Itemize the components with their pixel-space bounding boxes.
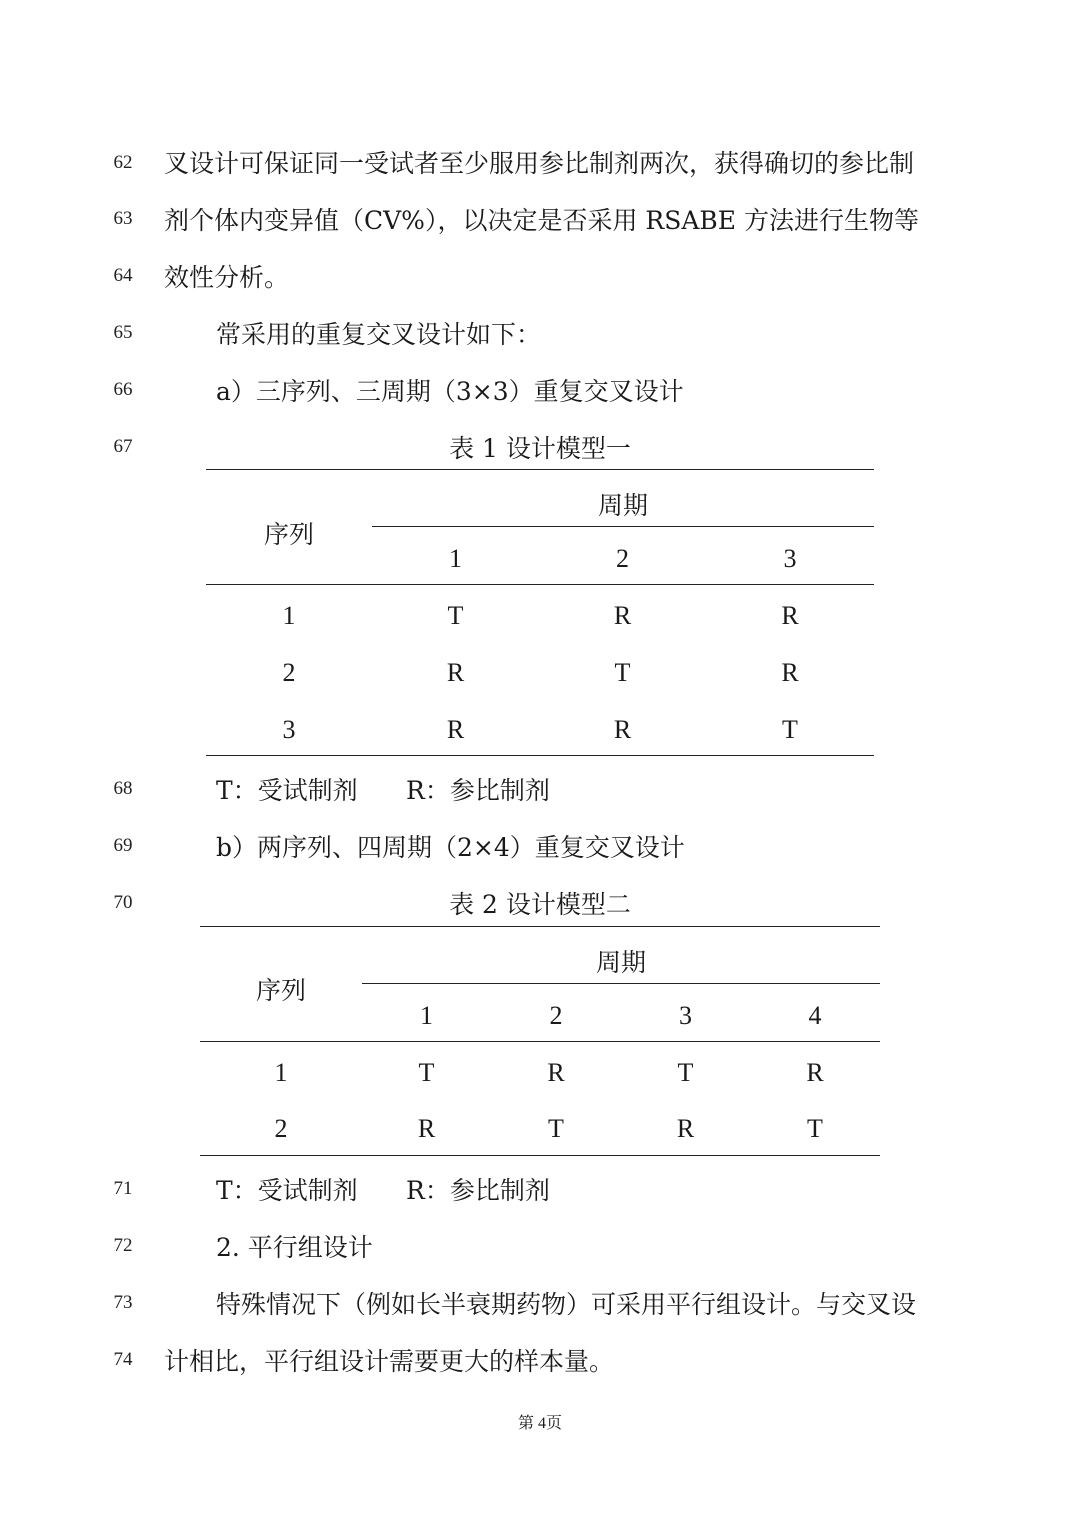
line-number: 67 [113,436,133,457]
table-bottom-rule [200,1155,880,1156]
paragraph-line: 常采用的重复交叉设计如下： [216,320,542,349]
line-number: 68 [113,778,133,799]
table-cell-seq: 1 [274,1058,288,1087]
table-cell-seq: 1 [282,601,296,630]
paragraph-line: 特殊情况下（例如长半衰期药物）可采用平行组设计。与交叉设 [216,1290,917,1319]
table-cell: R [781,601,799,630]
table-note-test: T：受试制剂 [216,1176,358,1205]
paragraph-line: 效性分析。 [164,263,290,292]
table-note-reference: R：参比制剂 [406,776,550,805]
table-cell-seq: 2 [282,658,296,687]
table-caption: 表 1 设计模型一 [449,434,631,463]
table-row-header: 序列 [255,976,306,1005]
table-cell: R [547,1058,565,1087]
line-number: 63 [113,208,133,229]
table-header-rule [206,584,874,585]
table-column-header: 1 [449,544,462,573]
table-column-header: 3 [679,1001,692,1030]
table-bottom-rule [206,755,874,756]
line-number: 62 [113,152,133,173]
table-column-header: 2 [616,544,629,573]
table-caption: 表 2 设计模型二 [449,890,631,919]
paragraph-line: 剂个体内变异值（CV%），以决定是否采用 RSABE 方法进行生物等 [164,206,919,235]
page-number: 第 4页 [517,1415,562,1432]
list-item-heading: b）两序列、四周期（2×4）重复交叉设计 [216,833,685,862]
table-cell: T [782,715,798,744]
line-number: 71 [113,1178,133,1199]
table-header-rule [200,1041,880,1042]
table-top-rule [200,926,880,927]
table-cell: R [446,715,465,744]
table-mid-rule [362,983,880,984]
table-column-header: 3 [783,544,797,573]
line-number: 73 [113,1292,133,1313]
list-item-heading: a）三序列、三周期（3×3）重复交叉设计 [216,377,684,406]
table-cell: T [418,1058,435,1087]
table-cell: R [417,1114,436,1143]
table-cell: R [613,715,632,744]
paragraph-line: 计相比，平行组设计需要更大的样本量。 [164,1347,615,1376]
table-group-header: 周期 [597,491,648,520]
section-heading: 2. 平行组设计 [216,1233,373,1262]
table-cell: T [614,658,631,687]
table-column-header: 2 [549,1001,563,1030]
line-number: 74 [113,1349,133,1370]
table-cell: R [613,601,632,630]
table-cell: R [676,1114,695,1143]
table-column-header: 1 [420,1001,433,1030]
table-cell: T [548,1114,564,1143]
table-row-header: 序列 [263,520,314,549]
table-cell: R [806,1058,824,1087]
table-note-test: T：受试制剂 [216,776,358,805]
line-number: 69 [113,835,133,856]
table-cell: T [807,1114,823,1143]
table-cell-seq: 2 [274,1114,288,1143]
table-mid-rule [372,526,874,527]
line-number: 65 [113,322,133,343]
table-note-reference: R：参比制剂 [406,1176,550,1205]
paragraph-line: 叉设计可保证同一受试者至少服用参比制剂两次，获得确切的参比制 [164,149,915,178]
table-cell: T [447,601,464,630]
line-number: 64 [113,265,133,286]
line-number: 70 [113,892,133,913]
table-cell: R [781,658,799,687]
line-number: 66 [113,379,133,400]
table-cell: R [446,658,465,687]
table-cell: T [677,1058,694,1087]
line-number: 72 [113,1235,133,1256]
table-cell-seq: 3 [282,715,296,744]
table-top-rule [206,469,874,470]
table-column-header: 4 [808,1001,822,1030]
table-group-header: 周期 [595,948,646,977]
